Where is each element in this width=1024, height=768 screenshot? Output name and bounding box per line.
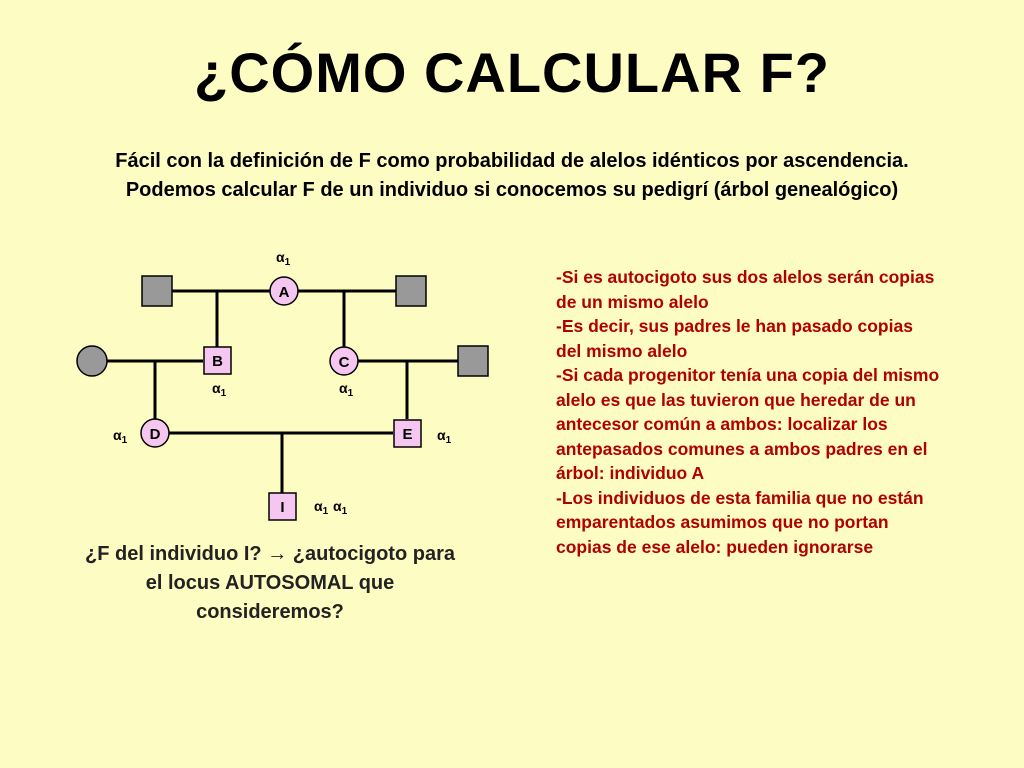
question-line: ¿F del individuo I? → ¿autocigoto para [85, 543, 455, 565]
founder-male-square [142, 276, 172, 306]
question-line: consideremos? [196, 601, 344, 623]
individual-E-label: E [402, 426, 413, 443]
note-line: de un mismo alelo [556, 291, 709, 312]
individual-I-label: I [280, 499, 285, 516]
allele-label-C: $\alpha_1$ [339, 380, 354, 399]
note-line: del mismo alelo [556, 340, 688, 361]
note-line: -Si es autocigoto sus dos alelos serán copias [556, 267, 935, 287]
note-line: antecesor común a ambos: localizar los [556, 414, 888, 434]
note-line: árbol: individuo A [556, 463, 705, 483]
question-text [50, 540, 490, 627]
note-line: emparentados asumimos que no portan [556, 512, 889, 532]
page-title: ¿CÓMO CALCULAR F? [193, 41, 830, 104]
note-line: -Los individuos de esta familia que no están [556, 487, 924, 508]
allele-label-E: $\alpha_1$ [437, 427, 452, 446]
allele-label-I-second: $\alpha_1$ [333, 498, 348, 517]
founder-male-square [458, 346, 488, 376]
individual-D-label: D [149, 426, 161, 443]
individual-A-label: A [278, 284, 290, 301]
pedigree-lines [106, 291, 458, 493]
allele-label-A: $\alpha_1$ [276, 249, 291, 268]
note-line: -Si cada progenitor tenía una copia del mismo [556, 365, 940, 385]
individual-B-label: B [212, 353, 223, 370]
founder-male-square [396, 276, 426, 306]
allele-label-D: $\alpha_1$ [113, 427, 128, 446]
notes-list [556, 265, 1006, 559]
intro-line: Podemos calcular F de un individuo si conocemos su pedigrí (árbol genealógico) [125, 179, 899, 201]
note-line: -Es decir, sus padres le han pasado copias [556, 316, 913, 336]
note-line: copias de ese alelo: pueden ignorarse [556, 536, 874, 557]
question-line: el locus AUTOSOMAL que [145, 572, 395, 594]
allele-label-I-first: $\alpha_1$ [314, 498, 329, 517]
note-line: antepasados comunes a ambos padres en el [556, 438, 928, 459]
founder-female-circle [77, 346, 107, 376]
individual-C-label: C [338, 354, 350, 371]
note-line: alelo es que las tuvieron que heredar de un [556, 389, 916, 410]
intro-line: Fácil con la definición de F como probabilidad de alelos idénticos por ascendencia. [115, 150, 909, 172]
allele-label-B: $\alpha_1$ [212, 380, 227, 399]
